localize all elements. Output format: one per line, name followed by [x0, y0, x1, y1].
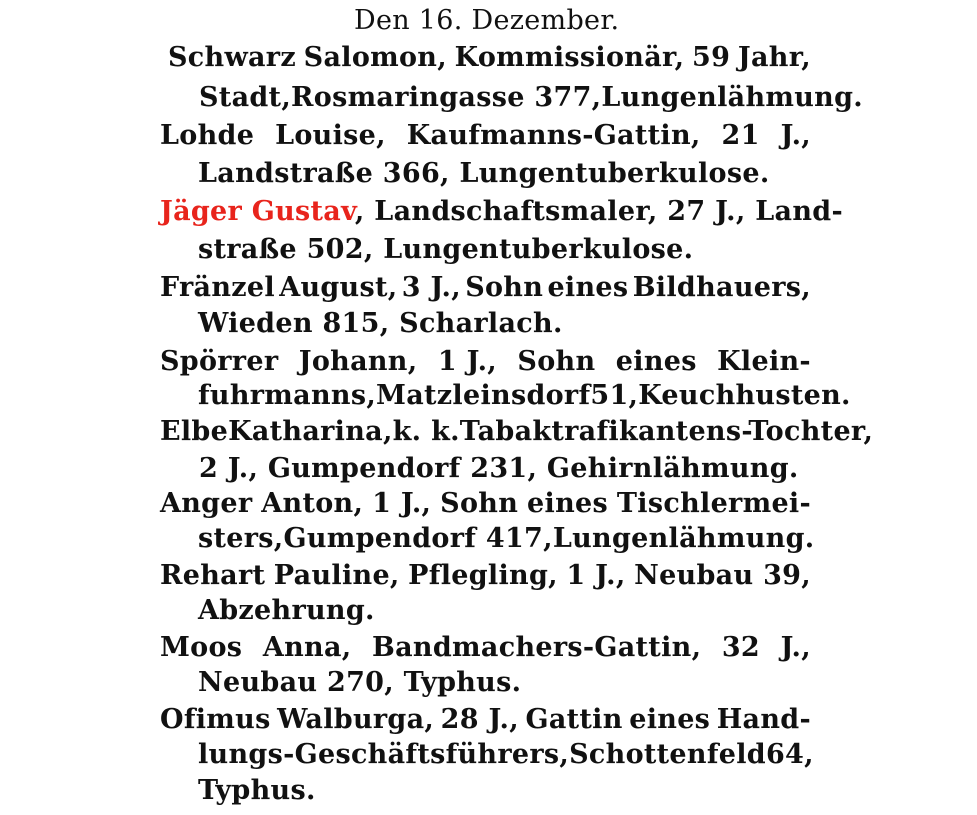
entry-line: [160, 343, 811, 381]
word: eines: [527, 488, 608, 519]
word: August,: [279, 272, 398, 303]
word: Gehirnlähmung.: [546, 453, 799, 484]
word: Sohn: [440, 488, 519, 519]
word: Elbe: [160, 416, 229, 447]
word: 32: [721, 632, 761, 663]
word: Katharina,: [228, 416, 393, 447]
word: Typhus.: [198, 775, 316, 806]
entry-line: [160, 117, 811, 155]
word: sters,: [198, 523, 284, 554]
entry-line: [198, 520, 815, 558]
word: 21: [721, 120, 760, 151]
word: Lungenlähmung.: [552, 523, 815, 554]
word: Kaufmanns-Gattin,: [406, 120, 701, 151]
word: Gattin: [525, 704, 623, 735]
word: Neubau 39,: [634, 560, 811, 591]
word: Landstraße 366,: [198, 158, 450, 189]
word: , Landschaftsmaler, 27 J., Land-: [354, 196, 843, 227]
word: lungs-Geschäftsführers,: [198, 739, 570, 770]
word: k. k.: [392, 416, 460, 447]
highlighted-name: Jäger Gustav: [160, 196, 355, 227]
entry-line: [199, 79, 863, 117]
word: Lungentuberkulose.: [459, 158, 770, 189]
entry-line: [198, 736, 814, 774]
entry-line: [160, 557, 811, 595]
entry-line: [198, 592, 375, 630]
word: Hand-: [716, 704, 811, 735]
entry-line: [198, 305, 563, 343]
word: eines: [629, 704, 711, 735]
word: Lungentuberkulose.: [383, 234, 694, 265]
word: Tabaktrafikantens-Tochter,: [459, 416, 874, 447]
word: Scharlach.: [399, 308, 563, 339]
word: eines: [615, 346, 697, 377]
entry-line: [160, 629, 811, 667]
word: Wieden 815,: [198, 308, 390, 339]
word: Tischlermei-: [616, 488, 811, 519]
word: Sohn: [517, 346, 596, 377]
word: Ofimus: [160, 704, 271, 735]
entry-line: [198, 664, 521, 702]
word: Klein-: [717, 346, 811, 377]
word: Anton,: [261, 488, 364, 519]
word: Salomon,: [303, 42, 447, 73]
word: 1 J.,: [437, 346, 497, 377]
word: Gumpendorf 231,: [267, 453, 538, 484]
word: Lohde: [160, 120, 255, 151]
entry-line: [160, 485, 811, 523]
entry-line: [198, 377, 851, 415]
word: Sohn: [465, 272, 544, 303]
entry-line: [160, 269, 811, 307]
word: Gumpendorf 417,: [283, 523, 553, 554]
word: 1 J.,: [566, 560, 626, 591]
word: eines: [547, 272, 629, 303]
entry-line: [160, 413, 874, 451]
word: 1 J.,: [372, 488, 432, 519]
entry-line: [160, 193, 843, 231]
word: Pflegling,: [408, 560, 558, 591]
word: 59: [692, 42, 731, 73]
word: Schwarz: [168, 42, 296, 73]
word: 3 J.,: [401, 272, 461, 303]
word: Anna,: [262, 632, 352, 663]
word: Walburga,: [277, 704, 435, 735]
word: Rosmaringasse 377,: [291, 82, 602, 113]
word: Pauline,: [273, 560, 400, 591]
word: Spörrer: [160, 346, 279, 377]
word: Johann,: [298, 346, 418, 377]
word: Stadt,: [199, 82, 292, 113]
word: Bildhauers,: [632, 272, 811, 303]
word: Schottenfeld: [569, 739, 766, 770]
entry-line: [198, 772, 316, 810]
word: Jahr,: [737, 42, 811, 73]
word: 2 J.,: [199, 453, 259, 484]
word: 64,: [765, 739, 814, 770]
word: fuhrmanns,: [198, 380, 377, 411]
word: Matzleinsdorf: [376, 380, 591, 411]
word: J.,: [780, 120, 811, 151]
word: Typhus.: [403, 667, 522, 698]
word: 51,: [590, 380, 639, 411]
word: 28 J.,: [440, 704, 519, 735]
word: straße 502,: [198, 234, 374, 265]
entry-line: [168, 39, 811, 77]
word: Fränzel: [160, 272, 275, 303]
entry-line: [198, 155, 770, 193]
page-heading: Den 16. Dezember.: [354, 5, 620, 36]
word: Bandmachers-Gattin,: [372, 632, 702, 663]
word: J.,: [780, 632, 811, 663]
word: Keuchhusten.: [638, 380, 851, 411]
entry-line: [160, 701, 811, 739]
word: Anger: [160, 488, 253, 519]
word: Rehart: [160, 560, 266, 591]
word: Kommissionär,: [454, 42, 685, 73]
entry-line: [198, 231, 693, 269]
word: Neubau 270,: [198, 667, 394, 698]
word: Lungenlähmung.: [601, 82, 863, 113]
word: Moos: [160, 632, 243, 663]
word: Abzehrung.: [198, 595, 375, 626]
entry-line: [199, 450, 799, 488]
word: Louise,: [275, 120, 386, 151]
